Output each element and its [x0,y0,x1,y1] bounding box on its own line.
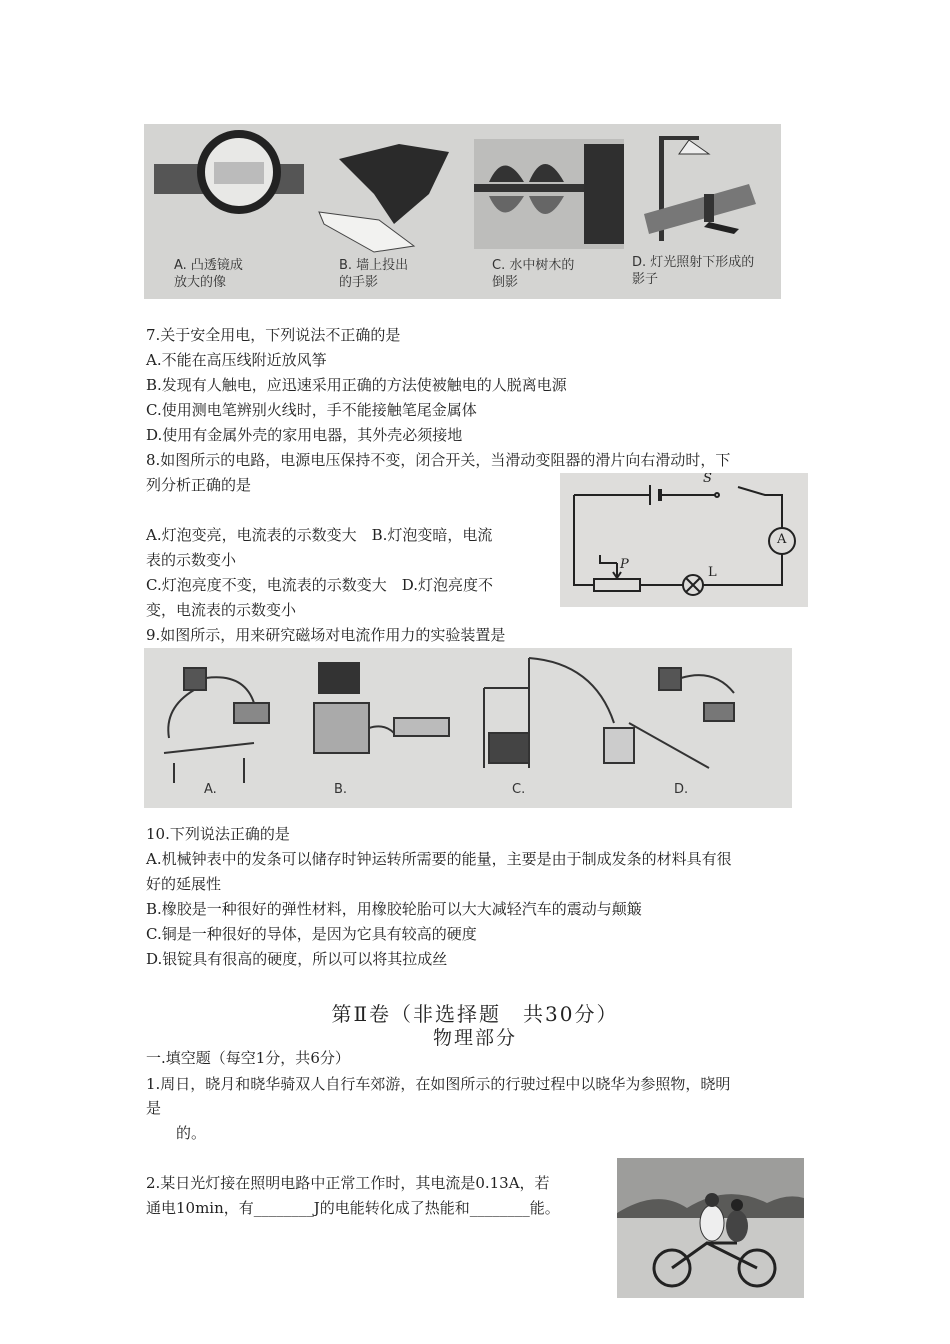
q8-option-line-4: 变，电流表的示数变小 [146,601,297,619]
q8-circuit-diagram [560,473,808,607]
tandem-bicycle-photo [617,1158,804,1298]
f1-line-2: 是 [146,1099,162,1117]
lamp-shadow-illustration [644,136,756,241]
q10-line-3: B.橡胶是一种很好的弹性材料，用橡胶轮胎可以大大减轻汽车的震动与颠簸 [146,900,642,918]
q6-figure [144,124,781,299]
tree-reflection-illustration [474,139,624,249]
ammeter-label: A [777,532,787,547]
q6-caption-c: C. 水中树木的 倒影 [492,258,575,290]
q10-line-4: C.铜是一种很好的导体，是因为它具有较高的硬度 [146,925,477,943]
lamp-label: L [708,565,717,580]
q10-stem: 10.下列说法正确的是 [146,825,290,843]
q7-option-c: C.使用测电笔辨别火线时，手不能接触笔尾金属体 [146,401,477,419]
q9-label-a: A. [204,782,217,797]
f2-line-2: 通电10min，有________J的电能转化成了热能和________能。 [146,1199,560,1217]
q8-option-line-3: C.灯泡亮度不变，电流表的示数变大 D.灯泡亮度不 [146,576,493,594]
q7-stem: 7.关于安全用电，下列说法不正确的是 [146,326,401,344]
q7-option-d: D.使用有金属外壳的家用电器，其外壳必须接地 [146,426,463,444]
f1-line-3: 的。 [146,1124,207,1142]
magnifier-illustration [154,134,304,210]
q7-option-b: B.发现有人触电，应迅速采用正确的方法使被触电的人脱离电源 [146,376,567,394]
q10-line-2: 好的延展性 [146,875,222,893]
q8-stem-line-2: 列分析正确的是 [146,476,252,494]
q10-line-1: A.机械钟表中的发条可以储存时钟运转所需要的能量，主要是由于制成发条的材料具有很 [146,850,732,868]
q8-option-line-2: 表的示数变小 [146,551,237,569]
q9-label-c: C. [512,782,526,797]
q6-caption-b: B. 墙上投出 的手影 [339,258,409,290]
slider-label: P [620,557,629,572]
part2-title: 第Ⅱ卷（非选择题 共30分） [331,1002,619,1026]
q9-stem: 9.如图所示，用来研究磁场对电流作用力的实验装置是 [146,626,506,644]
q8-stem-line-1: 8.如图所示的电路，电源电压保持不变，闭合开关，当滑动变阻器的滑片向右滑动时，下 [146,451,731,469]
q9-figure [144,648,792,808]
rheostat-symbol [594,579,640,591]
f1-line-1: 1.周日，晓月和晓华骑双人自行车郊游，在如图所示的行驶过程中以晓华为参照物，晓明 [146,1075,731,1093]
q9-label-b: B. [334,782,348,797]
fill-section-heading: 一.填空题（每空1分，共6分） [146,1049,350,1067]
q9-label-d: D. [674,782,689,797]
switch-label: S [703,473,712,486]
q6-caption-a: A. 凸透镜成 放大的像 [174,258,243,290]
q8-option-line-1: A.灯泡变亮，电流表的示数变大 B.灯泡变暗，电流 [146,526,493,544]
q10-line-5: D.银锭具有很高的硬度，所以可以将其拉成丝 [146,950,448,968]
hand-shadow-illustration [319,144,449,252]
q7-option-a: A.不能在高压线附近放风筝 [146,351,327,369]
q6-caption-d: D. 灯光照射下形成的 影子 [632,255,755,287]
part2-subtitle: 物理部分 [432,1027,517,1049]
f2-line-1: 2.某日光灯接在照明电路中正常工作时，其电流是0.13A，若 [146,1174,550,1192]
